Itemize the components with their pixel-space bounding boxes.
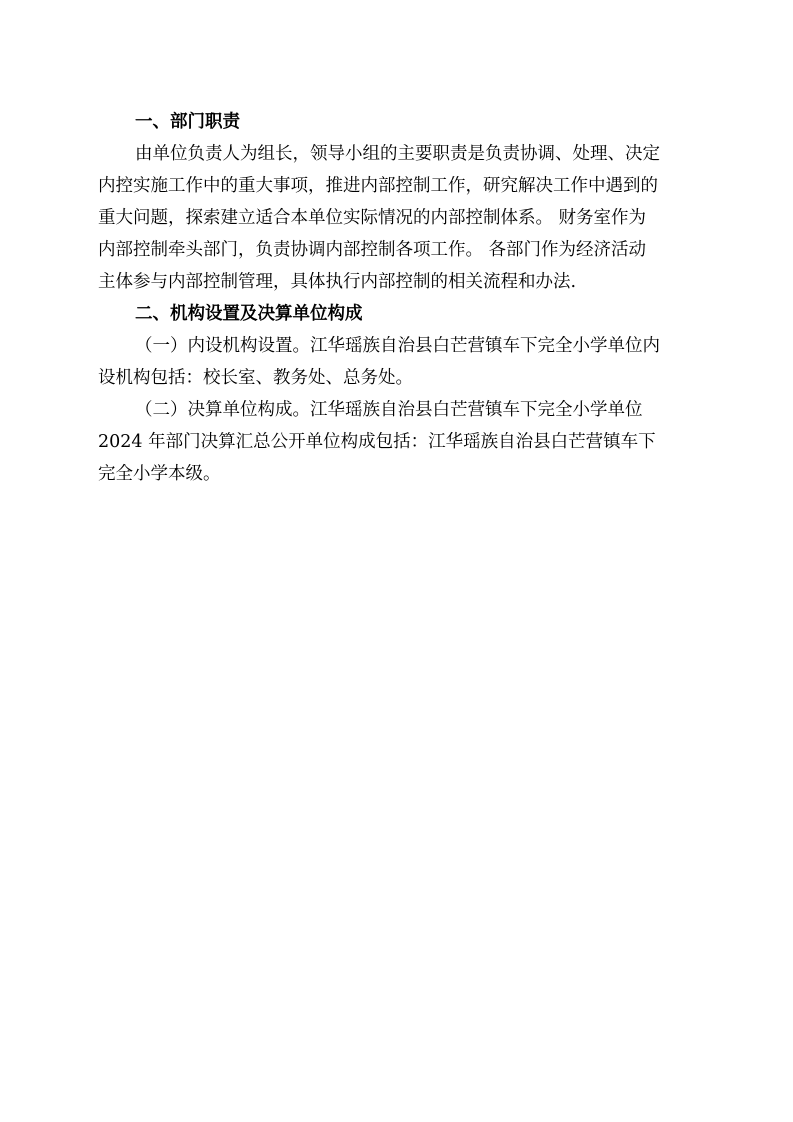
paragraph-line: （一）内设机构设置。江华瑶族自治县白芒营镇车下完全小学单位内 xyxy=(135,336,660,356)
section-heading: 一、部门职责 xyxy=(135,112,240,132)
section-department-duties xyxy=(98,106,698,298)
paragraph-line: 设机构包括：校长室、教务处、总务处。 xyxy=(98,368,413,388)
paragraph-line: 2024 年部门决算汇总公开单位构成包括：江华瑶族自治县白芒营镇车下 xyxy=(98,432,656,452)
paragraph xyxy=(98,138,698,298)
paragraph-line: 重大问题，探索建立适合本单位实际情况的内部控制体系。 财务室作为 xyxy=(98,208,647,228)
paragraph xyxy=(98,394,698,490)
section-heading: 二、机构设置及决算单位构成 xyxy=(135,304,363,324)
paragraph xyxy=(98,330,698,394)
paragraph-line: （二）决算单位构成。江华瑶族自治县白芒营镇车下完全小学单位 xyxy=(135,400,643,420)
paragraph-line: 内部控制牵头部门，负责协调内部控制各项工作。 各部门作为经济活动 xyxy=(98,240,647,260)
document-body xyxy=(98,106,698,490)
paragraph-line: 内控实施工作中的重大事项，推进内部控制工作，研究解决工作中遇到的 xyxy=(98,176,658,196)
paragraph-line: 主体参与内部控制管理，具体执行内部控制的相关流程和办法. xyxy=(98,272,577,292)
paragraph-line: 完全小学本级。 xyxy=(98,464,221,484)
section-organization-structure xyxy=(98,298,698,490)
paragraph-line: 由单位负责人为组长，领导小组的主要职责是负责协调、处理、决定 xyxy=(135,144,660,164)
